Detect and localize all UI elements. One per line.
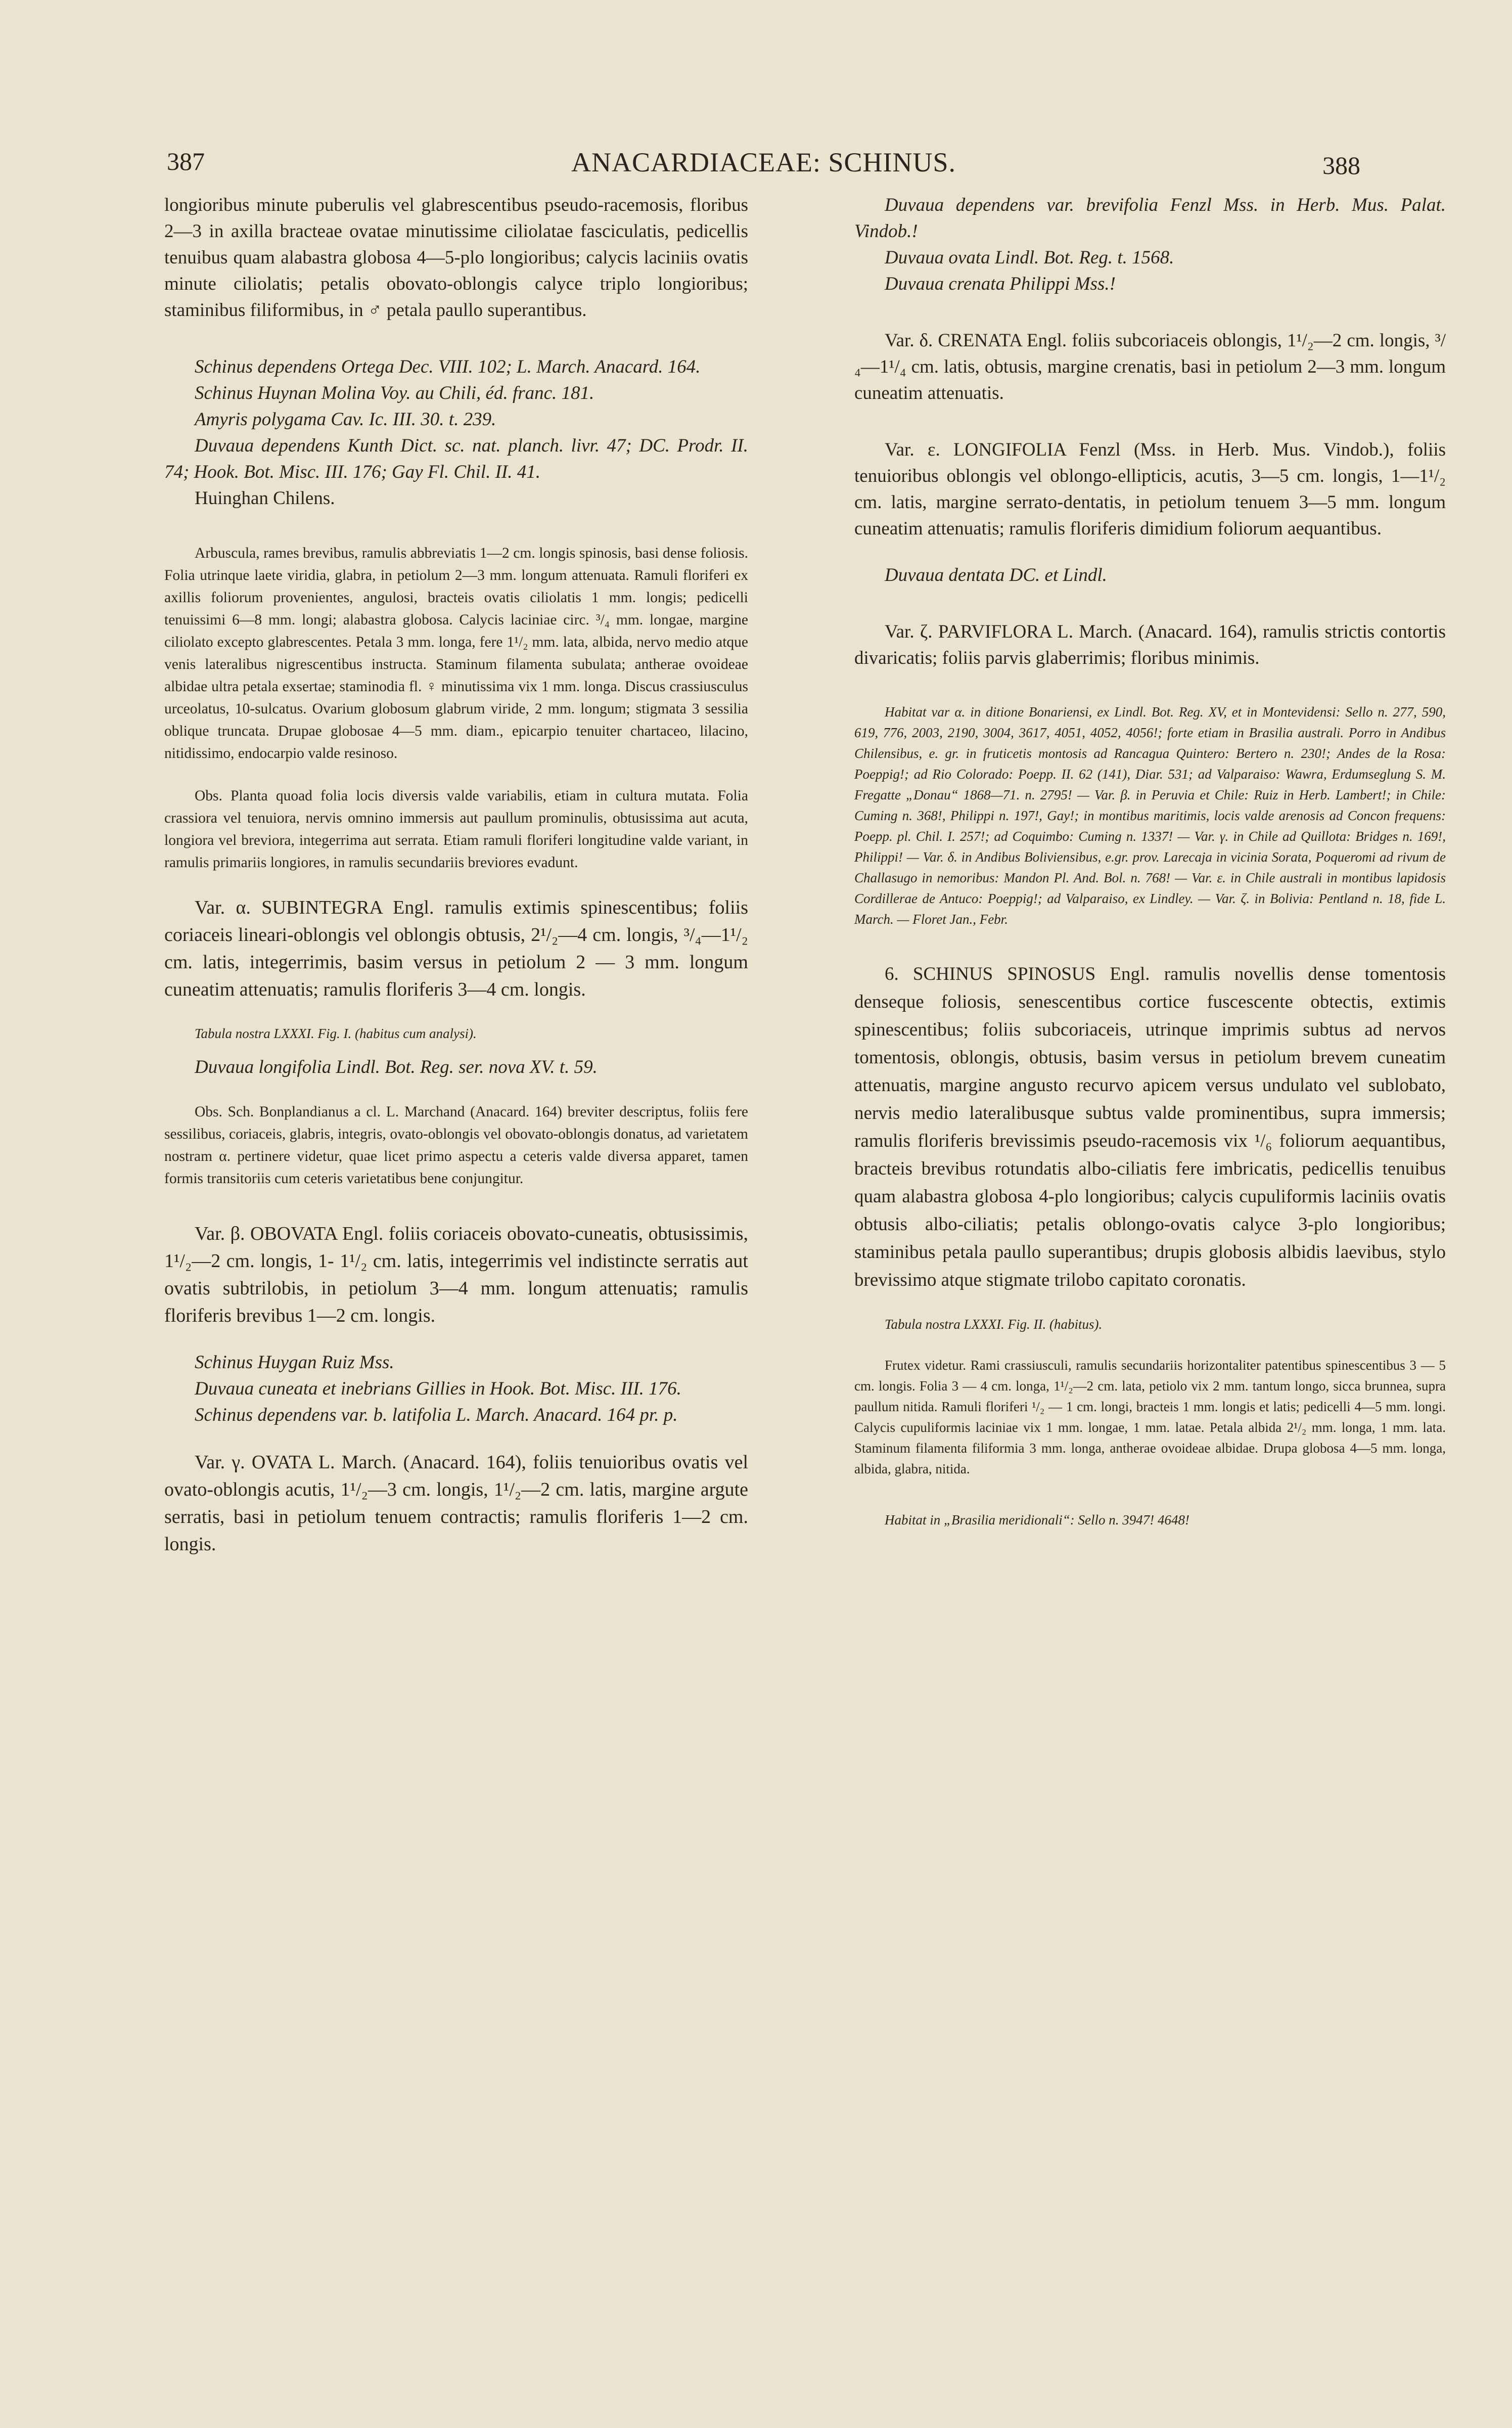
synonym: Duvaua crenata Philippi Mss.! [885,274,1116,294]
variety-zeta: Var. ζ. PARVIFLORA L. March. (Anacard. 164), ramulis strictis contortis divaricatis; foliis parvis glaberrimis; floribus minimis. [854,621,1446,668]
page-header [167,147,1360,187]
variety-alpha: Var. α. SUBINTEGRA Engl. ramulis extimis spinescentibus; foliis coriaceis lineari-oblongis vel oblongis obtusis, 2¹/₂—4 cm. longis, ³/₄—1¹/₂ cm. latis, integerrimis, basim versus in petiolum 2 — 3 mm. longum cuneatim attenuatis; ramulis floriferis 3—4 cm. longis. [164,897,748,1000]
synonym: Duvaua dependens Kunth Dict. sc. nat. planch. livr. 47; DC. Prodr. II. 74; Hook. Bot. Misc. III. 176; Gay Fl. Chil. II. 41. [164,435,748,482]
synonym: Duvaua dependens var. brevifolia Fenzl Mss. in Herb. Mus. Palat. Vindob.! [854,195,1446,242]
synonym: Schinus Huynan Molina Voy. au Chili, éd. franc. 181. [195,383,594,403]
synonym: Schinus dependens var. b. latifolia L. March. Anacard. 164 pr. p. [195,1405,678,1425]
species-6-text: 6. SCHINUS SPINOSUS Engl. ramulis novellis dense tomentosis denseque foliosis, senescentibus cortice fuscescente obtectis, extimis spinescentibus; foliis subcoriaceis, utrinque imprimis subtus ad nervos tomentosis, oblongis, obtusis, basim versus in petiolum brevem cuneatim attenuatis, margine angusto recurvo apicem versus undulato vel sublobato, nervis medio lateralibusque subtus valde prominentibus, supra immersis; ramulis floriferis brevissimis pseudo-racemosis vix ¹/₆ foliorum aequantibus, bracteis brevibus rotundatis albo-ciliatis fere imbricatis, pedicellis tenuibus quam alabastra globosa 4-plo longioribus; calycis cupuliformis laciniis ovatis obtusis albo-ciliatis; petalis oblongo-ovatis calyce 3-plo longioribus; staminibus petala paullo superantibus; drupis globosis albidis laevibus, stylo brevissimo atque stigmate trilobo capitato coronatis. [854,964,1446,1290]
description: Frutex videtur. Rami crassiusculi, ramulis secundariis horizontaliter patentibus spinescentibus 3 — 5 cm. longis. Folia 3 — 4 cm. longa, 1¹/₂—2 cm. lata, petiolo vix 2 mm. tantum longo, sicca brunnea, supra paullum nitida. Ramuli floriferi ¹/₂ — 1 cm. longi, bracteis 1 mm. longis et latis; pedicelli 4—5 mm. longi. Calycis cupuliformis laciniae vix 1 mm. longae, 1 mm. latae. Petala albida 2¹/₂ mm. longa, 1 mm. lata. Staminum filamenta filiformia 3 mm. longa, antherae ovoideae albidae. Drupa globosa 4—5 mm. longa, albida, glabra, nitida. [854,1358,1446,1476]
description: Arbuscula, rames brevibus, ramulis abbreviatis 1—2 cm. longis spinosis, basi dense foliosis. Folia utrinque laete viridia, glabra, in petiolum 2—3 mm. longum attenuata. Ramuli floriferi ex axillis foliorum provenientes, angulosi, bracteis ovatis ciliolatis 1 mm. longis; pedicelli tenuissimi 6—8 mm. longi; alabastra globosa. Calycis laciniae circ. ³/₄ mm. longae, margine ciliolato excepto glabrescentes. Petala 3 mm. longa, fere 1¹/₂ mm. lata, albida, nervo medio atque venis lateralibus nigrescentibus instructa. Staminum filamenta subulata; antherae ovoideae albidae ultra petala exsertae; staminodia fl. ♀ minutissima vix 1 mm. longa. Discus crassiusculus urceolatus, 10-sulcatus. Ovarium globosum glabrum viride, 2 mm. longum; stigmata 3 sessilia oblique truncata. Drupae globosae 4—5 mm. diam., epicarpio tenuiter chartaceo, lilacino, nitidissimo, endocarpio valde resinoso. [164,545,748,761]
running-title: ANACARDIACEAE: SCHINUS. [571,147,956,177]
habitat-paragraph: Habitat var α. in ditione Bonariensi, ex Lindl. Bot. Reg. XV, et in Montevidensi: Sello n. 277, 590, 619, 776, 2003, 2190, 3004, 3617, 4051, 4052, 4056!; forte etiam in Brasilia australi. Porro in Andibus Chilensibus, e. gr. in fruticetis montosis ad Rancagua Quintero: Bertero n. 230!; Andes de la Rosa: Poeppig!; ad Rio Colorado: Poepp. II. 62 (141), Diar. 531; ad Valparaiso: Wawra, Erdumseglung S. M. Fregatte „Donau“ 1868—71. n. 2795! — Var. β. in Peruvia et Chile: Ruiz in Herb. Lambert!; in Chile: Cuming n. 368!, Philippi n. 197!, Gay!; in montibus maritimis, locis valde arenosis ad Concon frequens: Poepp. pl. Chil. I. 257!; ad Coquimbo: Cuming n. 1337! — Var. γ. in Chile ad Quillota: Bridges n. 169!, Philippi! — Var. δ. in Andibus Boliviensibus, e.gr. prov. Larecaja in vicinia Sorata, Poqueromi ad rivum de Challasugo in nemoribus: Mandon Pl. And. Bol. n. 768! — Var. ε. in Chile australi in montibus lapidosis Cordillerae de Antuco: Poeppig!; ad Valparaiso, ex Lindley. — Var. ζ. in Bolivia: Pentland n. 18, fide L. March. — Floret Jan., Febr. [854,704,1446,927]
plate-reference: Tabula nostra LXXXI. Fig. II. (habitus). [885,1317,1103,1332]
observation: Obs. Sch. Bonplandianus a cl. L. Marchand (Anacard. 164) breviter descriptus, foliis fere sessilibus, coriaceis, glabris, integris, ovato-oblongis vel obovato-oblongis donatus, ad varietatem nostram α. pertinere videtur, quae licet primo aspectu a ceteris valde diversa apparet, tamen formis transitoriis cum ceteris varietatibus bene conjungitur. [164,1104,748,1187]
species-heading [854,960,1446,1294]
synonym: Duvaua dentata DC. et Lindl. [885,565,1107,586]
page-number-left: 387 [167,147,205,175]
synonym: Schinus dependens Ortega Dec. VIII. 102; L. March. Anacard. 164. [195,356,701,377]
synonym: Schinus Huygan Ruiz Mss. [195,1352,394,1373]
vernacular-name: Huinghan Chilens. [195,488,335,509]
synonym: Amyris polygama Cav. Ic. III. 30. t. 239. [195,409,496,430]
synonym: Duvaua longifolia Lindl. Bot. Reg. ser. nova XV. t. 59. [195,1057,598,1077]
observation: Obs. Planta quoad folia locis diversis valde variabilis, etiam in cultura mutata. Folia crassiora vel tenuiora, nervis omnino immersis aut paullum prominulis, obtusissima aut acuta, longiora vel breviora, integerrima aut serrata. Etiam ramuli floriferi longitudine valde variant, in ramulis primariis longiores, in ramulis secundariis breviores evadunt. [164,788,748,871]
variety-delta: Var. δ. CRENATA Engl. foliis subcoriaceis oblongis, 1¹/₂—2 cm. longis, ³/₄—1¹/₄ cm. latis, obtusis, margine crenatis, basi in petiolum 2—3 mm. longum cuneatim attenuatis. [854,330,1446,403]
left-column [164,192,748,1558]
diagnosis-continuation: longioribus minute puberulis vel glabrescentibus pseudo-racemosis, floribus 2—3 in axilla bracteae ovatae minutissime ciliolatae fasciculatis, pedicellis tenuibus quam alabastra globosa 4—5-plo longioribus; calycis laciniis ovatis minute ciliolatis; petalis obovato-oblongis calyce triplo longioribus; staminibus filiformibus, in ♂ petala paullo superantibus. [164,195,748,321]
variety-gamma: Var. γ. OVATA L. March. (Anacard. 164), foliis tenuioribus ovatis vel ovato-oblongis acutis, 1¹/₂—3 cm. longis, 1¹/₂—2 cm. latis, margine argute serratis, basi in petiolum tenuem contractis; ramulis floriferis 1—2 cm. longis. [164,1452,748,1555]
right-column [854,192,1446,1531]
variety-beta: Var. β. OBOVATA Engl. foliis coriaceis obovato-cuneatis, obtusissimis, 1¹/₂—2 cm. longis, 1- 1¹/₂ cm. latis, integerrimis vel indistincte serratis aut ovatis subtrilobis, in petiolum 3—4 mm. longum attenuatis; ramulis floriferis brevibus 1—2 cm. longis. [164,1223,748,1326]
variety-epsilon: Var. ε. LONGIFOLIA Fenzl (Mss. in Herb. Mus. Vindob.), foliis tenuioribus oblongis vel oblongo-ellipticis, acutis, 3—5 cm. longis, 1—1¹/₂ cm. latis, margine serrato-dentatis, in petiolum tenuem 3—5 mm. longum cuneatim attenuatis; ramulis floriferis dimidium foliorum aequantibus. [854,439,1446,539]
synonym: Duvaua cuneata et inebrians Gillies in Hook. Bot. Misc. III. 176. [195,1378,681,1399]
habitat-paragraph: Habitat in „Brasilia meridionali“: Sello n. 3947! 4648! [885,1512,1190,1527]
page-number-right: 388 [1322,151,1360,179]
plate-reference: Tabula nostra LXXXI. Fig. I. (habitus cum analysi). [195,1026,477,1041]
synonym: Duvaua ovata Lindl. Bot. Reg. t. 1568. [885,247,1174,268]
